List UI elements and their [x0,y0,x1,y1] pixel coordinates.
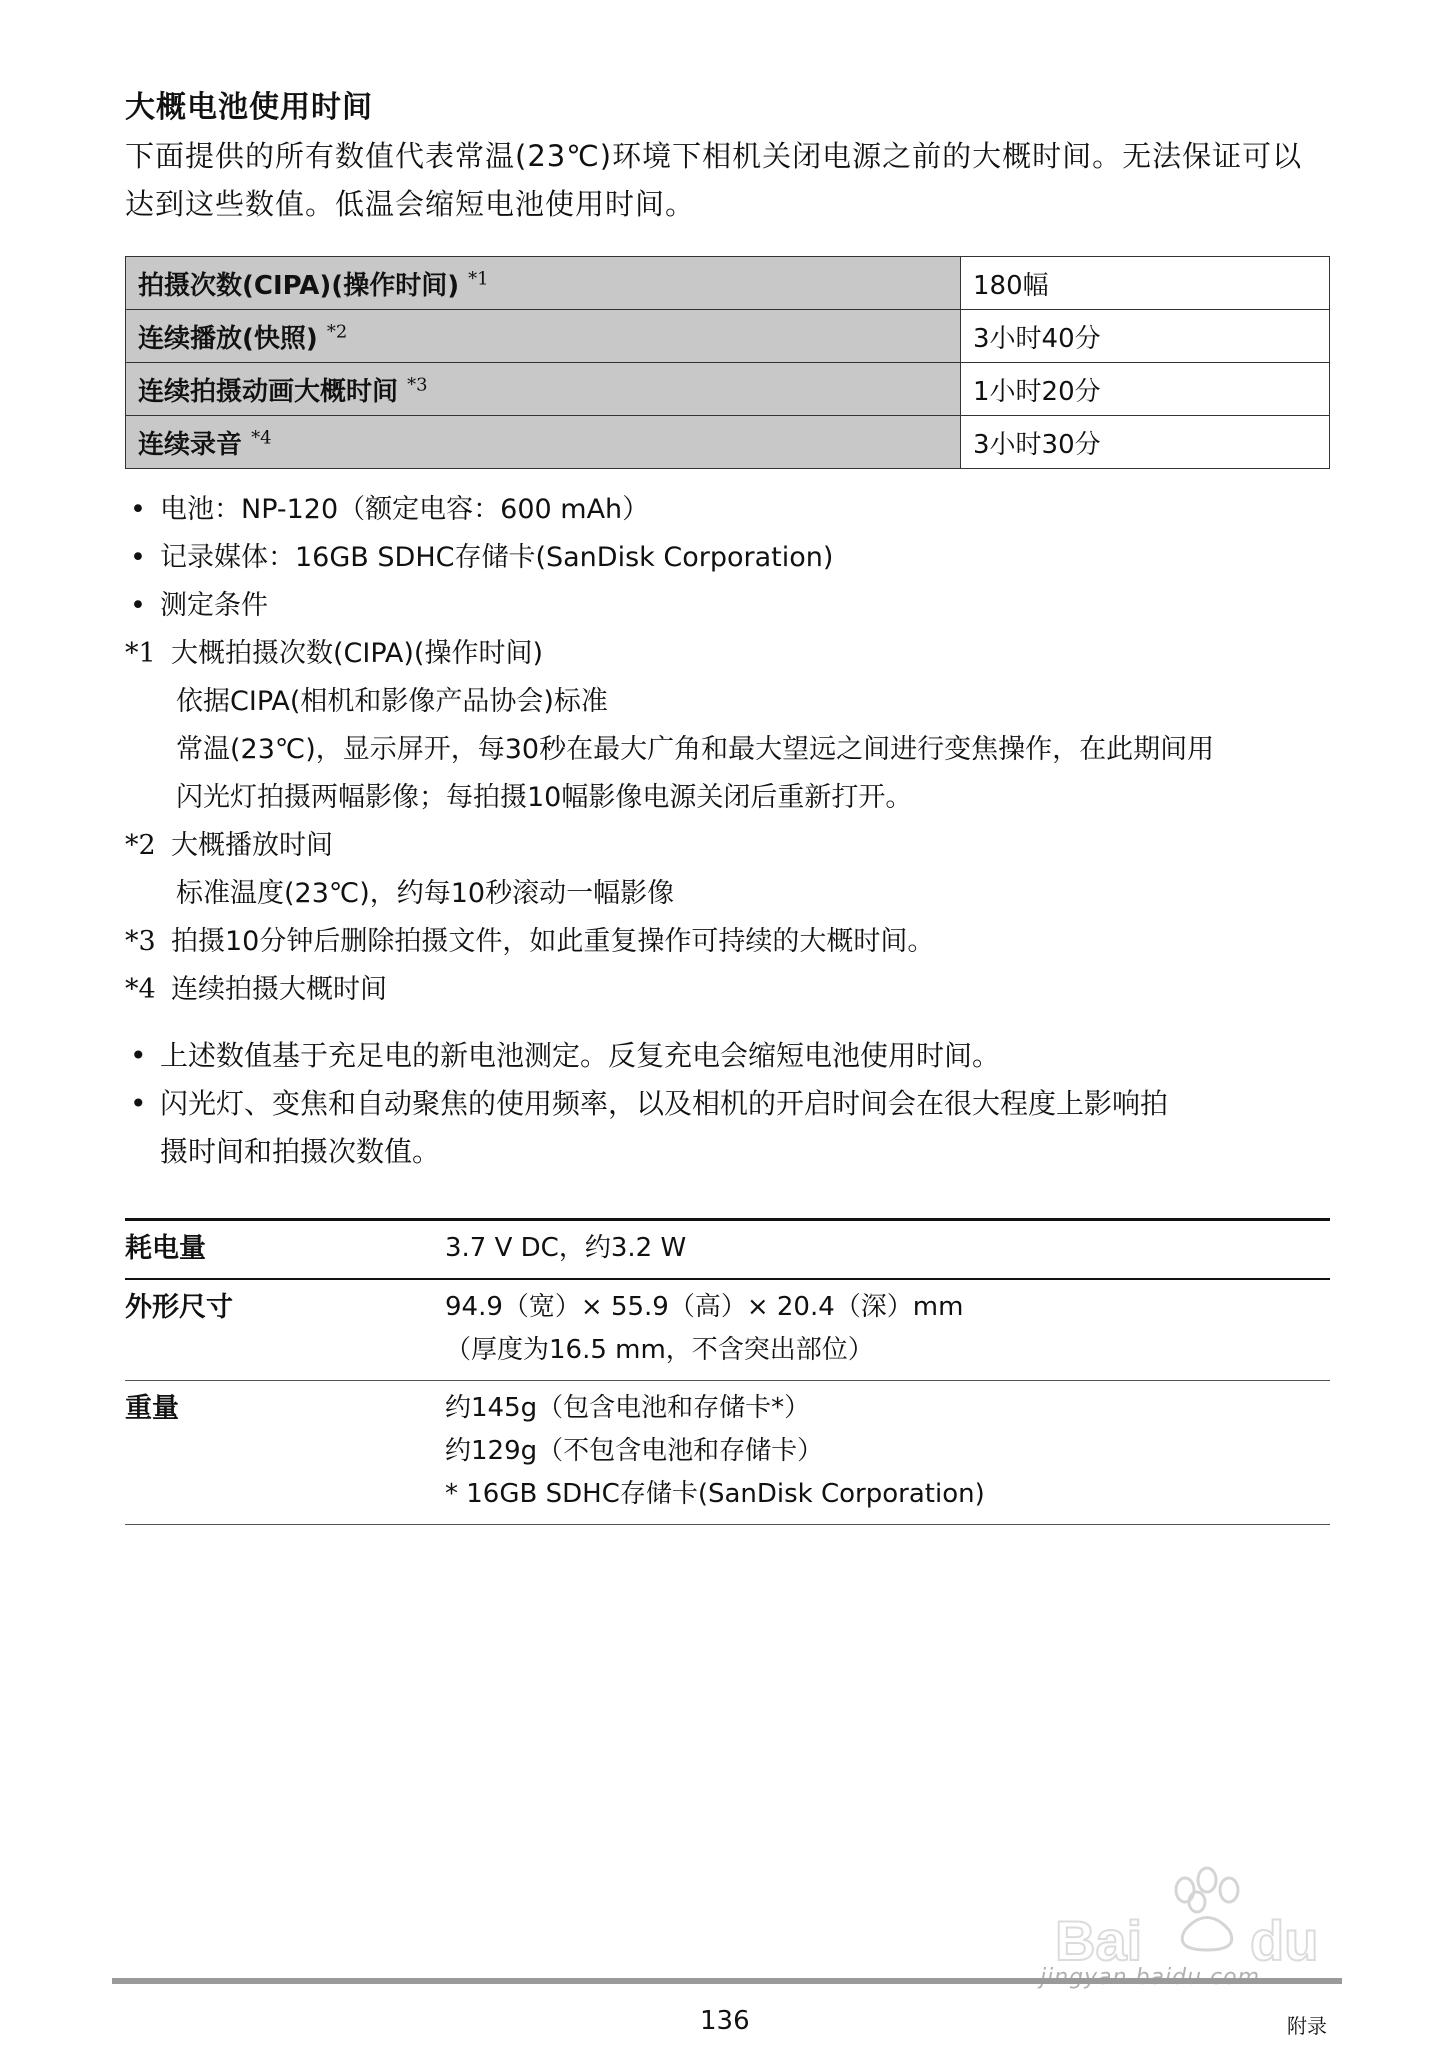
spec-label: 重量 [125,1393,179,1424]
battery-life-table [125,256,1330,469]
row-value: 180幅 [961,257,1330,310]
svg-text:Bai: Bai [1055,1909,1143,1970]
table-row [125,1279,1330,1381]
spec-label: 外形尺寸 [125,1292,233,1323]
table-row [126,257,1330,310]
svg-text:du: du [1250,1909,1319,1970]
footnote-mark: *4 [251,426,272,448]
section-heading: 大概电池使用时间 [125,90,373,125]
usage-notes [125,1032,1330,1176]
bullet-icon: • [130,1039,147,1072]
list-item-continuation: 摄时间和拍摄次数值。 [160,1135,441,1168]
footer-rule [112,1978,1342,1984]
bullet-icon: • [130,494,146,525]
row-label: 拍摄次数(CIPA)(操作时间) [138,270,460,301]
footnote-mark: *3 [407,373,428,395]
table-row [126,310,1330,363]
spec-table [125,1218,1330,1525]
footnote-1: *1 大概拍摄次数(CIPA)(操作时间) [125,638,543,669]
list-item: • 上述数值基于充足电的新电池测定。反复充电会缩短电池使用时间。 [125,1032,1330,1080]
table-row [126,416,1330,469]
spec-value: 3.7 V DC，约3.2 W [445,1220,1330,1280]
table-row [126,363,1330,416]
list-item: • 记录媒体：16GB SDHC存储卡(SanDisk Corporation) [125,534,1330,582]
measurement-notes [125,486,1330,1014]
footnote-2: *2 大概播放时间 [125,830,333,861]
footnote-3: *3 拍摄10分钟后删除拍摄文件，如此重复操作可持续的大概时间。 [125,926,935,957]
list-item: • 闪光灯、变焦和自动聚焦的使用频率，以及相机的开启时间会在很大程度上影响拍 [125,1080,1330,1128]
row-value: 3小时30分 [961,416,1330,469]
list-item: • 测定条件 [125,582,1330,630]
footnote-1-line: 常温(23℃)，显示屏开，每30秒在最大广角和最大望远之间进行变焦操作，在此期间用 [176,734,1215,765]
spec-value: 约145g（包含电池和存储卡*） [445,1393,811,1423]
list-item: • 电池：NP-120（额定电容：600 mAh） [125,486,1330,534]
table-row [125,1381,1330,1525]
row-value: 3小时40分 [961,310,1330,363]
spec-value: * 16GB SDHC存储卡(SanDisk Corporation) [445,1479,985,1509]
footnote-1-line: 依据CIPA(相机和影像产品协会)标准 [176,686,608,717]
spec-label: 耗电量 [125,1220,445,1280]
spec-value: 94.9（宽）× 55.9（高）× 20.4（深）mm [445,1292,964,1322]
baidu-paw-watermark-icon [1035,1850,1365,1970]
bullet-icon: • [130,1087,147,1120]
footnote-mark: *1 [468,267,489,289]
footnote-2-line: 标准温度(23℃)，约每10秒滚动一幅影像 [176,878,675,909]
footnote-4: *4 连续拍摄大概时间 [125,974,387,1005]
spec-value: （厚度为16.5 mm，不含突出部位） [445,1335,874,1365]
footnote-mark: *2 [326,320,348,342]
row-label: 连续录音 [138,429,243,460]
bullet-icon: • [130,590,146,621]
intro-paragraph: 下面提供的所有数值代表常温(23℃)环境下相机关闭电源之前的大概时间。无法保证可以达到这些数值。低温会缩短电池使用时间。 [125,139,1303,221]
section-label: 附录 [1287,2014,1327,2038]
row-label: 连续播放(快照) [138,323,318,354]
bullet-icon: • [130,542,146,573]
spec-value: 约129g（不包含电池和存储卡） [445,1436,824,1466]
page-number: 136 [700,2006,750,2036]
table-row [125,1220,1330,1280]
row-value: 1小时20分 [961,363,1330,416]
footnote-1-line: 闪光灯拍摄两幅影像；每拍摄10幅影像电源关闭后重新打开。 [176,782,913,813]
row-label: 连续拍摄动画大概时间 [138,376,399,407]
